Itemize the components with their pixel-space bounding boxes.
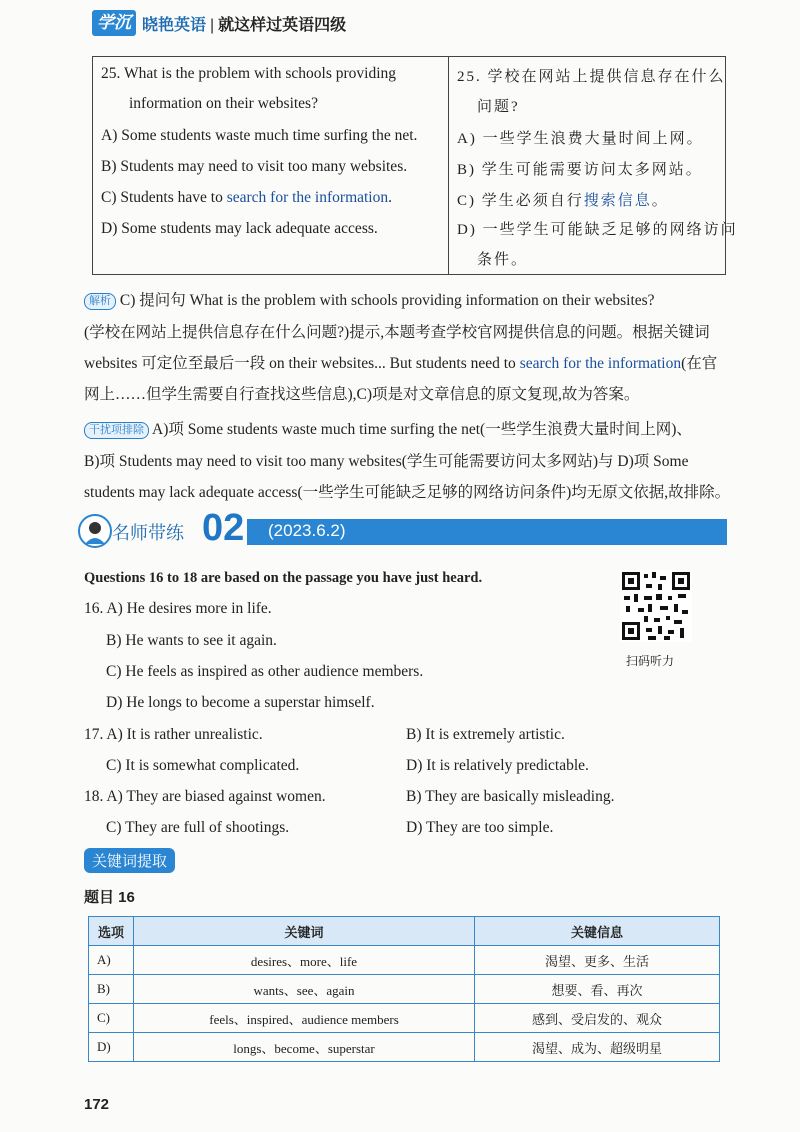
- table-cell: 渴望、成为、超级明星: [475, 1033, 720, 1062]
- instructions: Questions 16 to 18 are based on the passage you have just heard.: [84, 570, 483, 586]
- highlight-text: search for the information: [519, 355, 682, 372]
- q25-en-option-d: D) Some students may lack adequate access.: [101, 220, 378, 237]
- section-date: (2023.6.2): [268, 521, 346, 540]
- analysis-line-2: (学校在网站上提供信息存在什么问题?)提示,本题考查学校官网提供信息的问题。根据关键词: [84, 324, 710, 341]
- analysis-tag: 解析: [84, 293, 116, 310]
- table-cell: 感到、受启发的、观众: [475, 1004, 720, 1033]
- q16-option-d: D) He longs to become a superstar himself.: [106, 694, 375, 711]
- column-header: 关键信息: [475, 917, 720, 946]
- q25-en-option-a: A) Some students waste much time surfing the net.: [101, 127, 418, 144]
- q18-option-b: B) They are basically misleading.: [406, 788, 615, 805]
- q25-zh-option-c: C) 学生必须自行搜索信息。: [457, 193, 669, 209]
- keyword-table: [88, 916, 720, 1062]
- q25-en-option-b: B) Students may need to visit too many websites.: [101, 158, 408, 175]
- brand-name: 晓艳英语: [142, 17, 207, 34]
- section-number: 02: [202, 507, 245, 549]
- q17-option-d: D) It is relatively predictable.: [406, 757, 589, 774]
- q25-zh-option-b: B) 学生可能需要访问太多网站。: [457, 162, 703, 178]
- table-cell: D): [89, 1033, 134, 1062]
- highlight-text: 搜索信息: [583, 193, 652, 209]
- header-separator: |: [210, 17, 215, 34]
- q16-option-c: C) He feels as inspired as other audience members.: [106, 663, 424, 680]
- table-cell: wants、see、again: [134, 975, 475, 1004]
- table-cell: 渴望、更多、生活: [475, 946, 720, 975]
- q18-option-c: C) They are full of shootings.: [106, 819, 290, 836]
- q25-zh-option-a: A) 一些学生浪费大量时间上网。: [457, 131, 704, 147]
- table-row: [89, 946, 720, 975]
- table-cell: B): [89, 975, 134, 1004]
- q17-option-a: 17. A) It is rather unrealistic.: [84, 726, 263, 743]
- table-row: [89, 1004, 720, 1033]
- distractor-line-3: students may lack adequate access(一些学生可能缺乏足够的网络访问条件)均无原文依据,故排除。: [84, 484, 731, 501]
- qr-label: 扫码听力: [626, 654, 675, 668]
- book-series: 就这样过英语四级: [218, 17, 347, 34]
- q25-en-stem: 25. What is the problem with schools providing: [101, 65, 397, 82]
- table-row: [89, 1033, 720, 1062]
- highlight-text: search for the information: [226, 189, 389, 206]
- column-header: 关键词: [134, 917, 475, 946]
- table-cell: A): [89, 946, 134, 975]
- q25-zh-option-d: D) 一些学生可能缺乏足够的网络访问: [457, 222, 738, 238]
- q25-zh-stem-cont: 问题?: [477, 99, 520, 115]
- table-cell: longs、become、superstar: [134, 1033, 475, 1062]
- keyword-extraction-tag: 关键词提取: [84, 848, 175, 873]
- section-title: 名师带练: [112, 523, 184, 543]
- q16-option-a: 16. A) He desires more in life.: [84, 600, 272, 617]
- analysis-line-4: 网上……但学生需要自行查找这些信息),C)项是对文章信息的原文复现,故为答案。: [84, 386, 640, 403]
- qr-code-icon: [620, 570, 692, 642]
- q17-option-c: C) It is somewhat complicated.: [106, 757, 300, 774]
- table-divider: [448, 57, 449, 274]
- q25-en-option-c: C) Students have to search for the information.: [101, 189, 392, 206]
- q16-option-b: B) He wants to see it again.: [106, 632, 277, 649]
- distractor-line-1: 干扰项排除 A)项 Some students waste much time surfing the net(一些学生浪费大量时间上网)、: [84, 417, 692, 439]
- q25-zh-option-d-cont: 条件。: [477, 252, 529, 268]
- distractor-tag: 干扰项排除: [84, 422, 149, 439]
- analysis-line-3: websites 可定位至最后一段 on their websites... But students need to search for the information(在官: [84, 355, 718, 372]
- teacher-avatar-icon: [78, 514, 112, 548]
- page-number: 172: [84, 1096, 110, 1113]
- analysis-line-1: 解析 C) 提问句 What is the problem with schools providing information on their websites?: [84, 288, 655, 310]
- table-row: [89, 975, 720, 1004]
- table-cell: 想要、看、再次: [475, 975, 720, 1004]
- table-cell: C): [89, 1004, 134, 1033]
- distractor-line-2: B)项 Students may need to visit too many websites(学生可能需要访问太多网站)与 D)项 Some: [84, 453, 689, 470]
- table-header-row: [89, 917, 720, 946]
- q25-en-stem-cont: information on their websites?: [129, 95, 318, 112]
- q17-option-b: B) It is extremely artistic.: [406, 726, 565, 743]
- table-cell: desires、more、life: [134, 946, 475, 975]
- table-cell: feels、inspired、audience members: [134, 1004, 475, 1033]
- q18-option-a: 18. A) They are biased against women.: [84, 788, 326, 805]
- column-header: 选项: [89, 917, 134, 946]
- question-subtitle: 题目 16: [84, 889, 135, 906]
- running-header: [142, 12, 346, 35]
- question-25-table: [92, 56, 738, 275]
- q25-zh-stem: 25. 学校在网站上提供信息存在什么: [457, 69, 726, 85]
- q18-option-d: D) They are too simple.: [406, 819, 554, 836]
- brand-logo: 学沉: [92, 10, 136, 36]
